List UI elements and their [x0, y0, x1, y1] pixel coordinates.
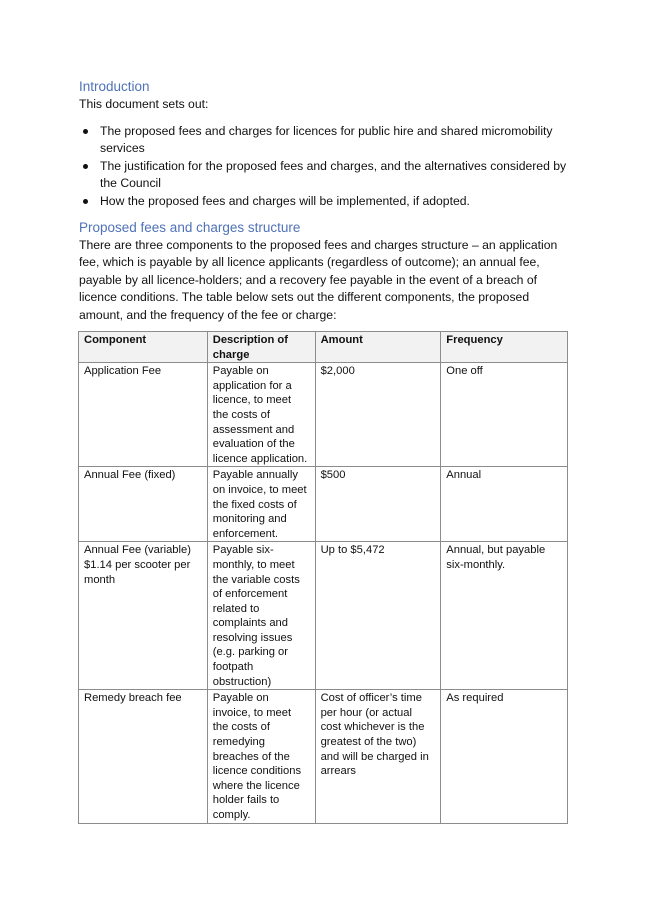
bullet-icon	[83, 199, 88, 204]
cell-frequency: Annual	[441, 467, 568, 542]
table-row	[79, 363, 568, 467]
bullet-item	[79, 193, 571, 210]
bullet-text: The justification for the proposed fees and charges, and the alternatives considered by the Council	[100, 158, 567, 191]
cell-description: Payable annually on invoice, to meet the fixed costs of monitoring and enforcement.	[207, 467, 315, 542]
bullet-item	[79, 123, 571, 158]
table-row	[79, 690, 568, 823]
cell-frequency: Annual, but payable six-monthly.	[441, 542, 568, 690]
cell-description: Payable on invoice, to meet the costs of remedying breaches of the licence conditions where the licence holder fails to comply.	[207, 690, 315, 823]
cell-frequency: As required	[441, 690, 568, 823]
header-component: Component	[79, 332, 208, 363]
structure-heading: Proposed fees and charges structure	[79, 220, 301, 235]
introduction-heading: Introduction	[79, 79, 150, 94]
cell-amount: $500	[315, 467, 441, 542]
cell-description: Payable six-monthly, to meet the variable costs of enforcement related to complaints and resolving issues (e.g. parking or footpath obstruction)	[207, 542, 315, 690]
bullet-text: How the proposed fees and charges will be implemented, if adopted.	[100, 193, 470, 208]
introduction-lead: This document sets out:	[79, 97, 209, 111]
bullet-icon	[83, 129, 88, 134]
cell-frequency: One off	[441, 363, 568, 467]
cell-component: Application Fee	[79, 363, 208, 467]
fees-table	[78, 331, 568, 824]
cell-description: Payable on application for a licence, to meet the costs of assessment and evaluation of the licence application.	[207, 363, 315, 467]
table-row	[79, 542, 568, 690]
cell-component: Annual Fee (fixed)	[79, 467, 208, 542]
cell-component: Remedy breach fee	[79, 690, 208, 823]
cell-amount: $2,000	[315, 363, 441, 467]
header-description: Description of charge	[207, 332, 315, 363]
structure-paragraph: There are three components to the proposed fees and charges structure – an application fee, which is payable by all licence applicants (regardless of outcome); an annual fee, payable by all licence-holders; and a recovery fee payable in the event of a breach of licence conditions. The table below sets out the different components, the proposed amount, and the frequency of the fee or charge:	[79, 238, 558, 322]
bullet-text: The proposed fees and charges for licences for public hire and shared micromobility services	[100, 124, 553, 156]
table-row	[79, 467, 568, 542]
bullet-icon	[83, 164, 88, 169]
header-amount: Amount	[315, 332, 441, 363]
cell-component: Annual Fee (variable) $1.14 per scooter per month	[79, 542, 208, 690]
header-frequency: Frequency	[441, 332, 568, 363]
cell-amount: Up to $5,472	[315, 542, 441, 690]
cell-amount: Cost of officer’s time per hour (or actual cost whichever is the greatest of the two) and will be charged in arrears	[315, 690, 441, 823]
table-header-row	[79, 332, 568, 363]
introduction-bullet-list	[79, 123, 571, 210]
bullet-item	[79, 158, 571, 193]
